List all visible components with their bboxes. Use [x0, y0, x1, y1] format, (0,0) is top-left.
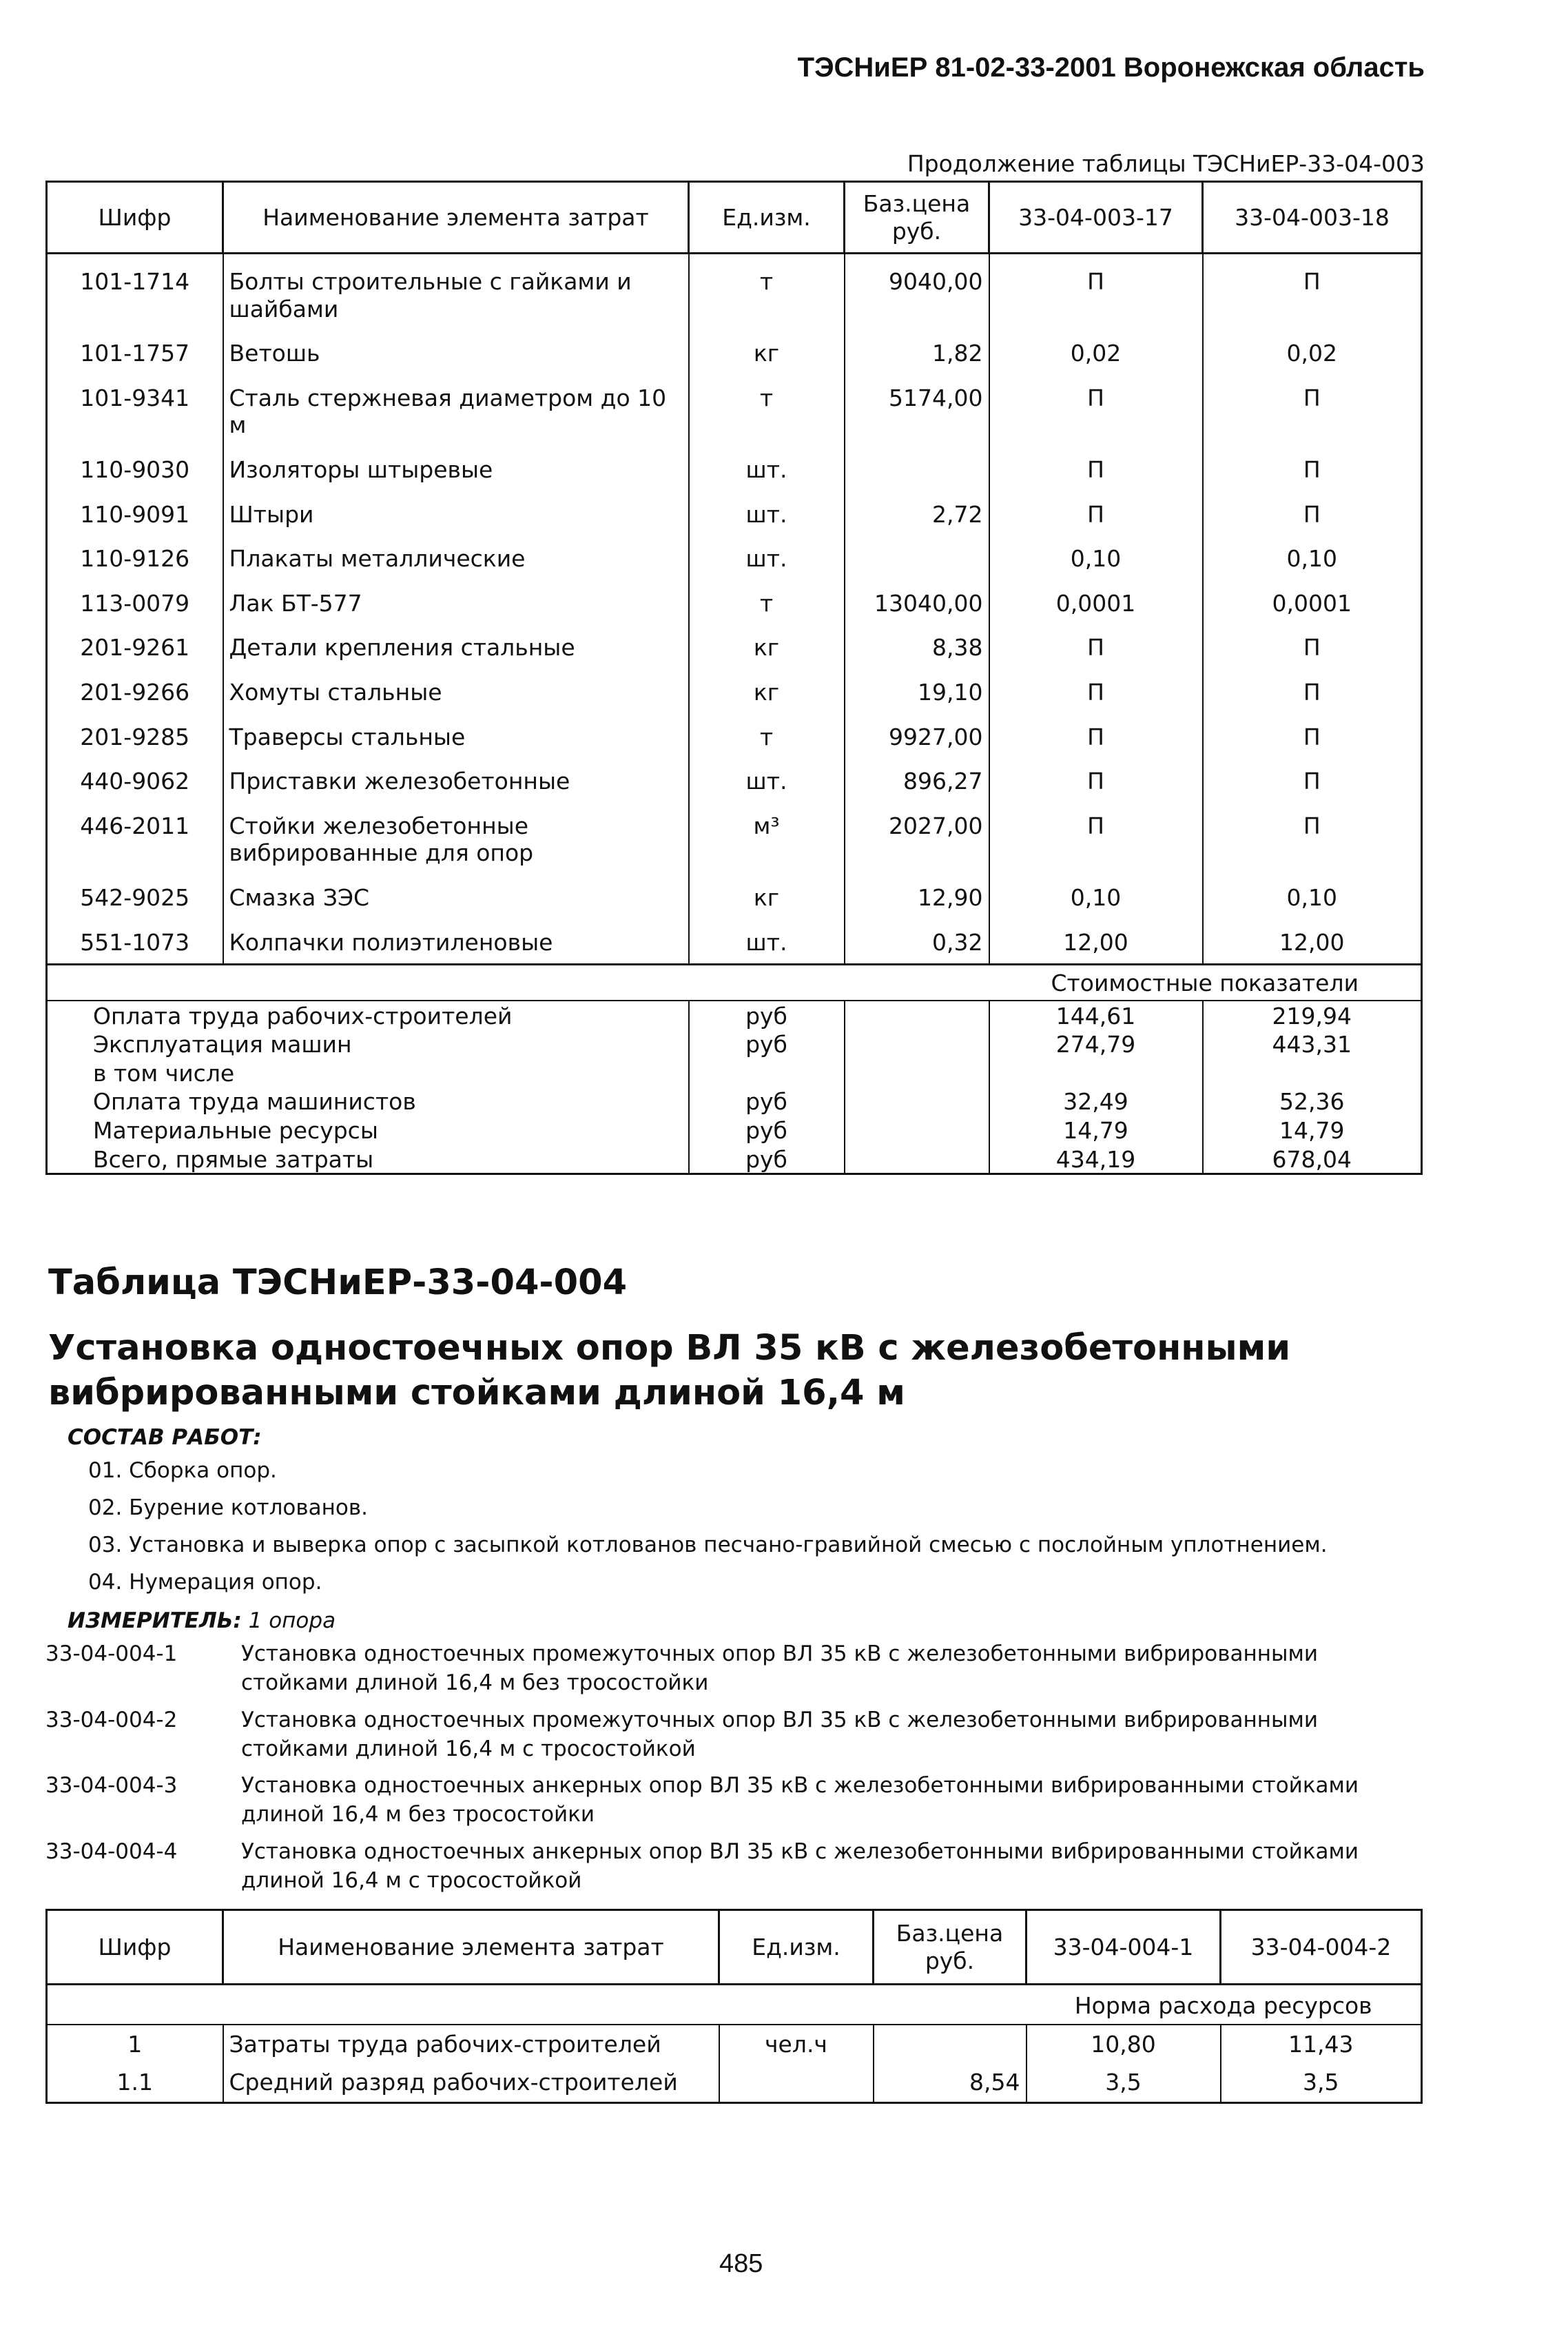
table-cell: 0,0001	[989, 580, 1203, 625]
table-cell: т	[689, 714, 845, 759]
table-row	[47, 447, 1422, 491]
table-row	[47, 375, 1422, 447]
table-cell: 551-1073	[80, 928, 190, 956]
cost-unit: руб	[689, 1087, 845, 1116]
table-cell: Средний разряд рабочих-строителей	[223, 2063, 719, 2102]
cost-empty	[845, 1058, 989, 1087]
table-cell: 19,10	[845, 669, 989, 714]
variant-code: 33-04-004-3	[45, 1773, 178, 1799]
measure-label: ИЗМЕРИТЕЛЬ:	[68, 1608, 242, 1633]
table-cell: чел.ч	[719, 2025, 874, 2064]
table-cell: 101-1757	[80, 340, 190, 367]
page-number: 485	[719, 2249, 763, 2278]
cost-value: 52,36	[1203, 1087, 1422, 1116]
variant-code: 33-04-004-2	[45, 1707, 178, 1732]
table-cell: П	[989, 669, 1203, 714]
table-cell: П	[1203, 447, 1422, 491]
table-cell: П	[1203, 491, 1422, 536]
table-cell: 10,80	[1027, 2025, 1221, 2064]
table-cell: 101-1714	[80, 268, 190, 295]
table-cell: 2,72	[845, 491, 989, 536]
table-cell: 11,43	[1221, 2025, 1422, 2064]
table-row	[47, 758, 1422, 803]
table-cell: П	[1203, 375, 1422, 447]
table-cell: П	[1203, 669, 1422, 714]
variant-description: Установка одностоечных промежуточных опор ВЛ 35 кВ с железобетонными вибрированными стойками длиной 16,4 м без тросостойки	[241, 1641, 1319, 1695]
cost-empty	[845, 1145, 989, 1174]
table-cell: 12,00	[989, 919, 1203, 965]
table-cell: шт.	[689, 758, 845, 803]
resource-rows	[47, 254, 1422, 965]
table-cell: П	[1203, 714, 1422, 759]
work-item: 01. Сборка опор.	[88, 1458, 277, 1483]
variant-code: 33-04-004-1	[45, 1641, 178, 1666]
cost-value: 219,94	[1203, 1001, 1422, 1030]
table-cell: 0,02	[989, 330, 1203, 375]
table-cell: 0,32	[845, 919, 989, 965]
table-cell: т	[689, 254, 845, 331]
table-cell: П	[989, 375, 1203, 447]
table-cell: Затраты труда рабочих-строителей	[223, 2025, 719, 2064]
table-header-row	[47, 182, 1422, 254]
table-cell: 12,90	[845, 874, 989, 919]
table-cell: кг	[689, 330, 845, 375]
column-header: Баз.цена руб.	[874, 1910, 1027, 1985]
cost-header: Стоимостные показатели	[989, 965, 1422, 1001]
table-cell: 110-9030	[80, 455, 190, 483]
table-cell: Приставки железобетонные	[223, 758, 689, 803]
table-cell: Ветошь	[223, 330, 689, 375]
table-cell: Детали крепления стальные	[223, 624, 689, 669]
cost-row	[47, 1116, 1422, 1145]
cost-label: Оплата труда машинистов	[93, 1088, 416, 1116]
table-cell: 5174,00	[845, 375, 989, 447]
cost-row	[47, 1030, 1422, 1058]
cost-value	[989, 1058, 1203, 1087]
column-header: Наименование элемента затрат	[223, 1910, 719, 1985]
table-cell: 9927,00	[845, 714, 989, 759]
table-cell: шт.	[689, 535, 845, 580]
table-continuation-label: Продолжение таблицы ТЭСНиЕР-33-04-003	[907, 150, 1425, 177]
variant-item	[45, 1706, 1423, 1764]
table-cell: П	[989, 447, 1203, 491]
table-row	[47, 2063, 1422, 2102]
cost-value: 274,79	[989, 1030, 1203, 1058]
table-cell: 3,5	[1221, 2063, 1422, 2102]
table-cell: 0,10	[989, 535, 1203, 580]
column-header: 33-04-003-17	[989, 182, 1203, 254]
cost-section	[47, 965, 1422, 1001]
table-row	[47, 580, 1422, 625]
table-cell: Изоляторы штыревые	[223, 447, 689, 491]
table-row	[47, 919, 1422, 965]
work-item: 02. Бурение котлованов.	[88, 1495, 369, 1520]
table-cell	[874, 2025, 1027, 2064]
variant-item	[45, 1772, 1423, 1830]
table-cell: Хомуты стальные	[223, 669, 689, 714]
column-header: Шифр	[47, 1910, 223, 1985]
table-cell: П	[989, 803, 1203, 874]
table-cell: 0,0001	[1203, 580, 1422, 625]
variant-item	[45, 1640, 1423, 1698]
table-cell: 13040,00	[845, 580, 989, 625]
norm-header-row	[47, 1985, 1422, 2025]
column-header: Ед.изм.	[719, 1910, 874, 1985]
table-cell: т	[689, 580, 845, 625]
cost-header-row	[47, 965, 1422, 1001]
table-cell: 9040,00	[845, 254, 989, 331]
column-header: 33-04-004-2	[1221, 1910, 1422, 1985]
table-cell: 8,38	[845, 624, 989, 669]
cost-row	[47, 1087, 1422, 1116]
table-cell: кг	[689, 624, 845, 669]
table-cell: 201-9285	[80, 723, 190, 750]
table-cell: 1	[127, 2030, 143, 2058]
works-label: СОСТАВ РАБОТ:	[68, 1425, 262, 1450]
table-row	[47, 714, 1422, 759]
table-cell: 440-9062	[80, 768, 190, 795]
norm-section	[47, 1985, 1422, 2025]
table-cell: шт.	[689, 919, 845, 965]
cost-value: 144,61	[989, 1001, 1203, 1030]
cost-unit: руб	[689, 1001, 845, 1030]
table-cell: 201-9266	[80, 678, 190, 706]
cost-label: Эксплуатация машин	[93, 1031, 352, 1058]
table-cell	[845, 535, 989, 580]
table-cell: Сталь стержневая диаметром до 10 м	[223, 375, 689, 447]
table-cell: 0,10	[989, 874, 1203, 919]
measure-value: 1 опора	[248, 1608, 336, 1633]
table-cell: 101-9341	[80, 384, 190, 411]
table-cell: Лак БТ-577	[223, 580, 689, 625]
cost-row	[47, 1145, 1422, 1174]
variants-list	[45, 1640, 1423, 1904]
variant-description: Установка одностоечных анкерных опор ВЛ 35 кВ с железобетонными вибрированными стойками длиной 16,4 м без тросостойки	[241, 1773, 1359, 1827]
works-list	[88, 1458, 1328, 1607]
table-cell: шт.	[689, 447, 845, 491]
cost-rows	[47, 1001, 1422, 1174]
table-cell: 3,5	[1027, 2063, 1221, 2102]
cost-value: 434,19	[989, 1145, 1203, 1174]
measure-line	[68, 1608, 336, 1633]
table-row	[47, 874, 1422, 919]
column-header: Наименование элемента затрат	[223, 182, 689, 254]
table-cell: кг	[689, 669, 845, 714]
cost-value: 32,49	[989, 1087, 1203, 1116]
cost-empty	[845, 1116, 989, 1145]
table-cell: П	[989, 254, 1203, 331]
table-cell: 446-2011	[80, 812, 190, 839]
table-cell: П	[989, 624, 1203, 669]
table-cell: шт.	[689, 491, 845, 536]
table-cell: 201-9261	[80, 634, 190, 662]
resources-table-33-04-004	[45, 1909, 1423, 2104]
table-cell: П	[1203, 803, 1422, 874]
table-cell: П	[1203, 758, 1422, 803]
cost-unit: руб	[689, 1030, 845, 1058]
cost-row	[47, 1001, 1422, 1030]
variant-description: Установка одностоечных промежуточных опор ВЛ 35 кВ с железобетонными вибрированными стойками длиной 16,4 м с тросостойкой	[241, 1707, 1319, 1761]
table-cell: 0,10	[1203, 874, 1422, 919]
cost-label: в том числе	[93, 1059, 235, 1087]
table-cell: 542-9025	[80, 883, 190, 911]
table-row	[47, 254, 1422, 331]
table-row	[47, 491, 1422, 536]
table-cell: П	[989, 758, 1203, 803]
resources-table-33-04-003	[45, 181, 1423, 1175]
table-row	[47, 2025, 1422, 2064]
table-cell: П	[1203, 254, 1422, 331]
table-row	[47, 624, 1422, 669]
cost-unit: руб	[689, 1116, 845, 1145]
table-cell: кг	[689, 874, 845, 919]
table-cell: 8,54	[874, 2063, 1027, 2102]
table-cell: П	[1203, 624, 1422, 669]
cost-unit: руб	[689, 1145, 845, 1174]
variant-code: 33-04-004-4	[45, 1839, 178, 1865]
table-row	[47, 330, 1422, 375]
column-header: Ед.изм.	[689, 182, 845, 254]
table-subtitle: Установка одностоечных опор ВЛ 35 кВ с железобетонными вибрированными стойками длиной 16,4 м	[48, 1328, 1291, 1414]
cost-value: 678,04	[1203, 1145, 1422, 1174]
table-row	[47, 669, 1422, 714]
table-cell: Колпачки полиэтиленовые	[223, 919, 689, 965]
column-header: 33-04-003-18	[1203, 182, 1422, 254]
cost-value: 14,79	[1203, 1116, 1422, 1145]
table-cell: 110-9126	[80, 545, 190, 573]
table-cell	[845, 447, 989, 491]
cost-value	[1203, 1058, 1422, 1087]
cost-row	[47, 1058, 1422, 1087]
table-title: Таблица ТЭСНиЕР-33-04-004	[48, 1262, 628, 1303]
norm-header: Норма расхода ресурсов	[1027, 1985, 1422, 2025]
norm-rows	[47, 2025, 1422, 2103]
cost-empty	[845, 1001, 989, 1030]
table-header-row	[47, 1910, 1422, 1985]
table-cell: 1,82	[845, 330, 989, 375]
cost-value: 443,31	[1203, 1030, 1422, 1058]
cost-value: 14,79	[989, 1116, 1203, 1145]
table-cell: 12,00	[1203, 919, 1422, 965]
cost-label: Оплата труда рабочих-строителей	[93, 1002, 513, 1030]
table-cell: 0,10	[1203, 535, 1422, 580]
table-cell: 1.1	[116, 2069, 153, 2096]
work-item: 04. Нумерация опор.	[88, 1570, 322, 1595]
table-cell: м³	[689, 803, 845, 874]
cost-empty	[845, 1087, 989, 1116]
cost-label: Всего, прямые затраты	[93, 1145, 374, 1173]
table-cell: 110-9091	[80, 500, 190, 528]
table-row	[47, 803, 1422, 874]
cost-unit	[689, 1058, 845, 1087]
table-cell: Плакаты металлические	[223, 535, 689, 580]
column-header: Шифр	[47, 182, 223, 254]
column-header: Баз.цена руб.	[845, 182, 989, 254]
table-cell: Штыри	[223, 491, 689, 536]
table-cell: 2027,00	[845, 803, 989, 874]
table-cell: Стойки железобетонные вибрированные для опор	[223, 803, 689, 874]
table-row	[47, 535, 1422, 580]
work-item: 03. Установка и выверка опор с засыпкой котлованов песчано-гравийной смесью с послойным уплотнением.	[88, 1533, 1328, 1557]
table-cell: П	[989, 491, 1203, 536]
running-header: ТЭСНиЕР 81-02-33-2001 Воронежская область	[797, 52, 1425, 83]
table-cell	[719, 2063, 874, 2102]
column-header: 33-04-004-1	[1027, 1910, 1221, 1985]
variant-item	[45, 1838, 1423, 1896]
table-cell: П	[989, 714, 1203, 759]
cost-label: Материальные ресурсы	[93, 1117, 378, 1145]
table-cell: 0,02	[1203, 330, 1422, 375]
cost-empty	[845, 1030, 989, 1058]
table-cell: Болты строительные с гайками и шайбами	[223, 254, 689, 331]
table-cell: т	[689, 375, 845, 447]
table-cell: 113-0079	[80, 589, 190, 617]
table-cell: 896,27	[845, 758, 989, 803]
variant-description: Установка одностоечных анкерных опор ВЛ 35 кВ с железобетонными вибрированными стойками длиной 16,4 м с тросостойкой	[241, 1839, 1359, 1893]
table-cell: Смазка ЗЭС	[223, 874, 689, 919]
table-cell: Траверсы стальные	[223, 714, 689, 759]
